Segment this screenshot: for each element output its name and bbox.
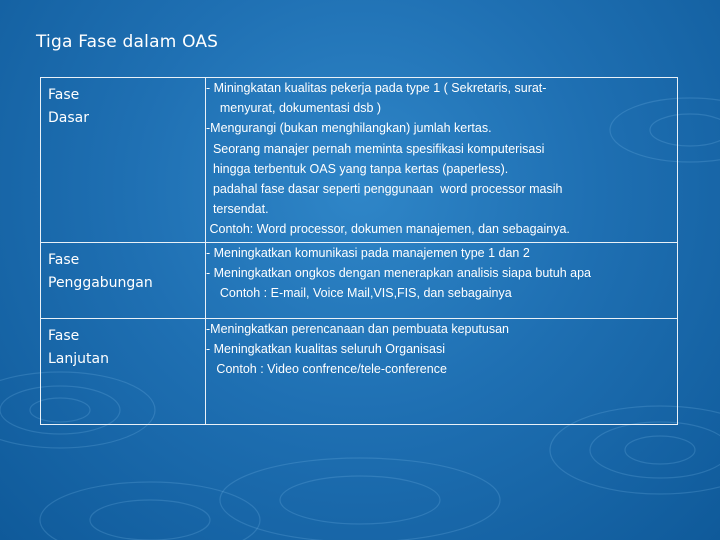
description-line: menyurat, dokumentasi dsb ) (206, 101, 382, 116)
phase-cell (41, 78, 206, 243)
phase-label: Fase Dasar (48, 87, 89, 126)
description-cell (206, 319, 678, 425)
description-line: - Meningkatkan komunikasi pada manajemen type 1 dan 2 (206, 246, 530, 260)
table-row (41, 319, 678, 425)
phase-label: Fase Lanjutan (48, 328, 109, 367)
table-row (41, 243, 678, 319)
description-line: Contoh: Word processor, dokumen manajemen, dan sebagainya. (206, 222, 570, 237)
description-line: - Meningkatkan kualitas seluruh Organisasi (206, 342, 446, 357)
table-row (41, 78, 678, 243)
description-line: -Mengurangi (bukan menghilangkan) jumlah kertas. (206, 121, 492, 136)
description-line: - Meningkatkan ongkos dengan menerapkan analisis siapa butuh apa (206, 266, 591, 281)
phase-cell (41, 243, 206, 319)
description-line: padahal fase dasar seperti penggunaan word processor masih (206, 182, 563, 197)
description-line: Seorang manajer pernah meminta spesifikasi komputerisasi (206, 141, 545, 156)
description-line: Contoh : E-mail, Voice Mail,VIS,FIS, dan sebagainya (206, 286, 512, 301)
description-line: hingga terbentuk OAS yang tanpa kertas (paperless). (206, 161, 509, 176)
description-line: - Miningkatan kualitas pekerja pada type 1 ( Sekretaris, surat- (206, 81, 547, 95)
oas-phases-table (40, 77, 678, 425)
description-line: -Meningkatkan perencanaan dan pembuata keputusan (206, 322, 509, 336)
phase-label: Fase Penggabungan (48, 252, 153, 291)
slide-title: Tiga Fase dalam OAS (36, 32, 219, 52)
description-cell (206, 243, 678, 319)
description-line: tersendat. (206, 202, 269, 217)
phase-cell (41, 319, 206, 425)
description-cell (206, 78, 678, 243)
description-line: Contoh : Video confrence/tele-conference (206, 362, 447, 377)
